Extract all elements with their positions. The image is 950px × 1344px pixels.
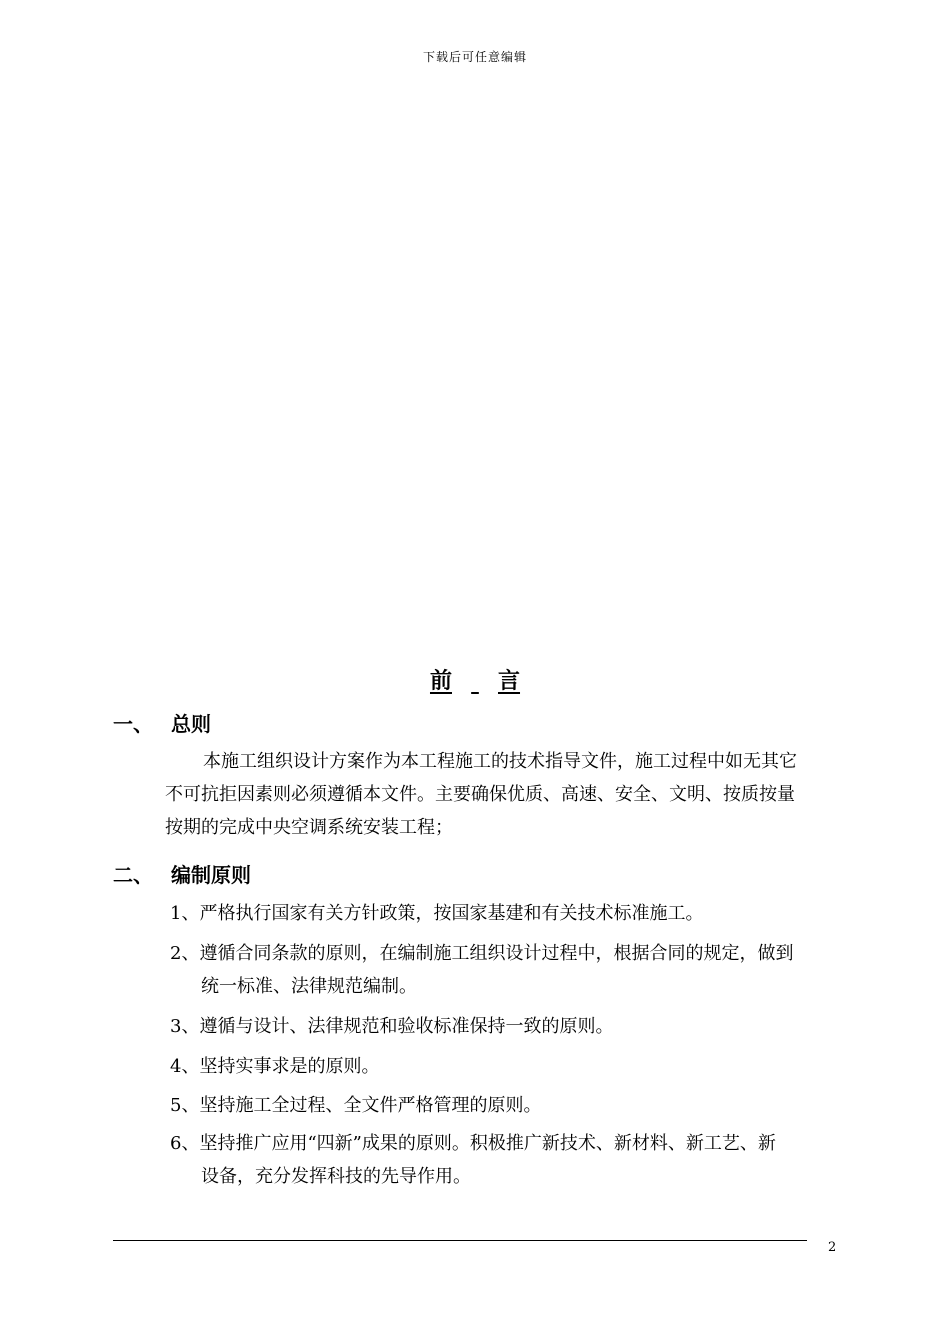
paragraph-line: 本施工组织设计方案作为本工程施工的技术指导文件，施工过程中如无其它 (203, 751, 797, 772)
principle-text: 2、遵循合同条款的原则，在编制施工组织设计过程中，根据合同的规定，做到 (170, 943, 794, 964)
section-number: 二、 (113, 863, 153, 887)
principle-item-5 (170, 1089, 837, 1122)
principle-text: 6、坚持推广应用“四新”成果的原则。积极推广新技术、新材料、新工艺、新 (170, 1133, 776, 1154)
header-note: 下载后可任意编辑 (422, 50, 527, 64)
principle-item-2 (170, 937, 837, 1003)
section-number: 一、 (113, 712, 153, 736)
principle-item-3 (170, 1010, 837, 1043)
footer-divider (113, 1240, 807, 1241)
principle-text: 5、坚持施工全过程、全文件严格管理的原则。 (170, 1095, 542, 1116)
page-title (0, 664, 950, 695)
section-heading-principles (113, 859, 251, 888)
title-char-1: 前 (429, 669, 452, 694)
principle-item-4 (170, 1050, 837, 1083)
paragraph-line: 不可抗拒因素则必须遵循本文件。主要确保优质、高速、安全、文明、按质按量 (165, 784, 795, 805)
title-char-2: 言 (498, 669, 521, 694)
section-title: 总则 (171, 712, 211, 736)
principle-text-continued: 设备，充分发挥科技的先导作用。 (201, 1166, 471, 1187)
principle-text: 3、遵循与设计、法律规范和验收标准保持一致的原则。 (170, 1016, 614, 1037)
principle-item-6 (170, 1127, 837, 1193)
principle-text: 1、严格执行国家有关方针政策，按国家基建和有关技术标准施工。 (170, 903, 704, 924)
principle-text: 4、坚持实事求是的原则。 (170, 1056, 380, 1077)
principle-text-continued: 统一标准、法律规范编制。 (201, 976, 417, 997)
title-gap (452, 669, 498, 694)
section-heading-general (113, 708, 211, 737)
principle-item-1 (170, 897, 837, 930)
paragraph-line: 按期的完成中央空调系统安装工程； (165, 817, 453, 838)
section-title: 编制原则 (171, 863, 251, 887)
general-paragraph (165, 745, 837, 844)
page-number: 2 (828, 1240, 837, 1255)
